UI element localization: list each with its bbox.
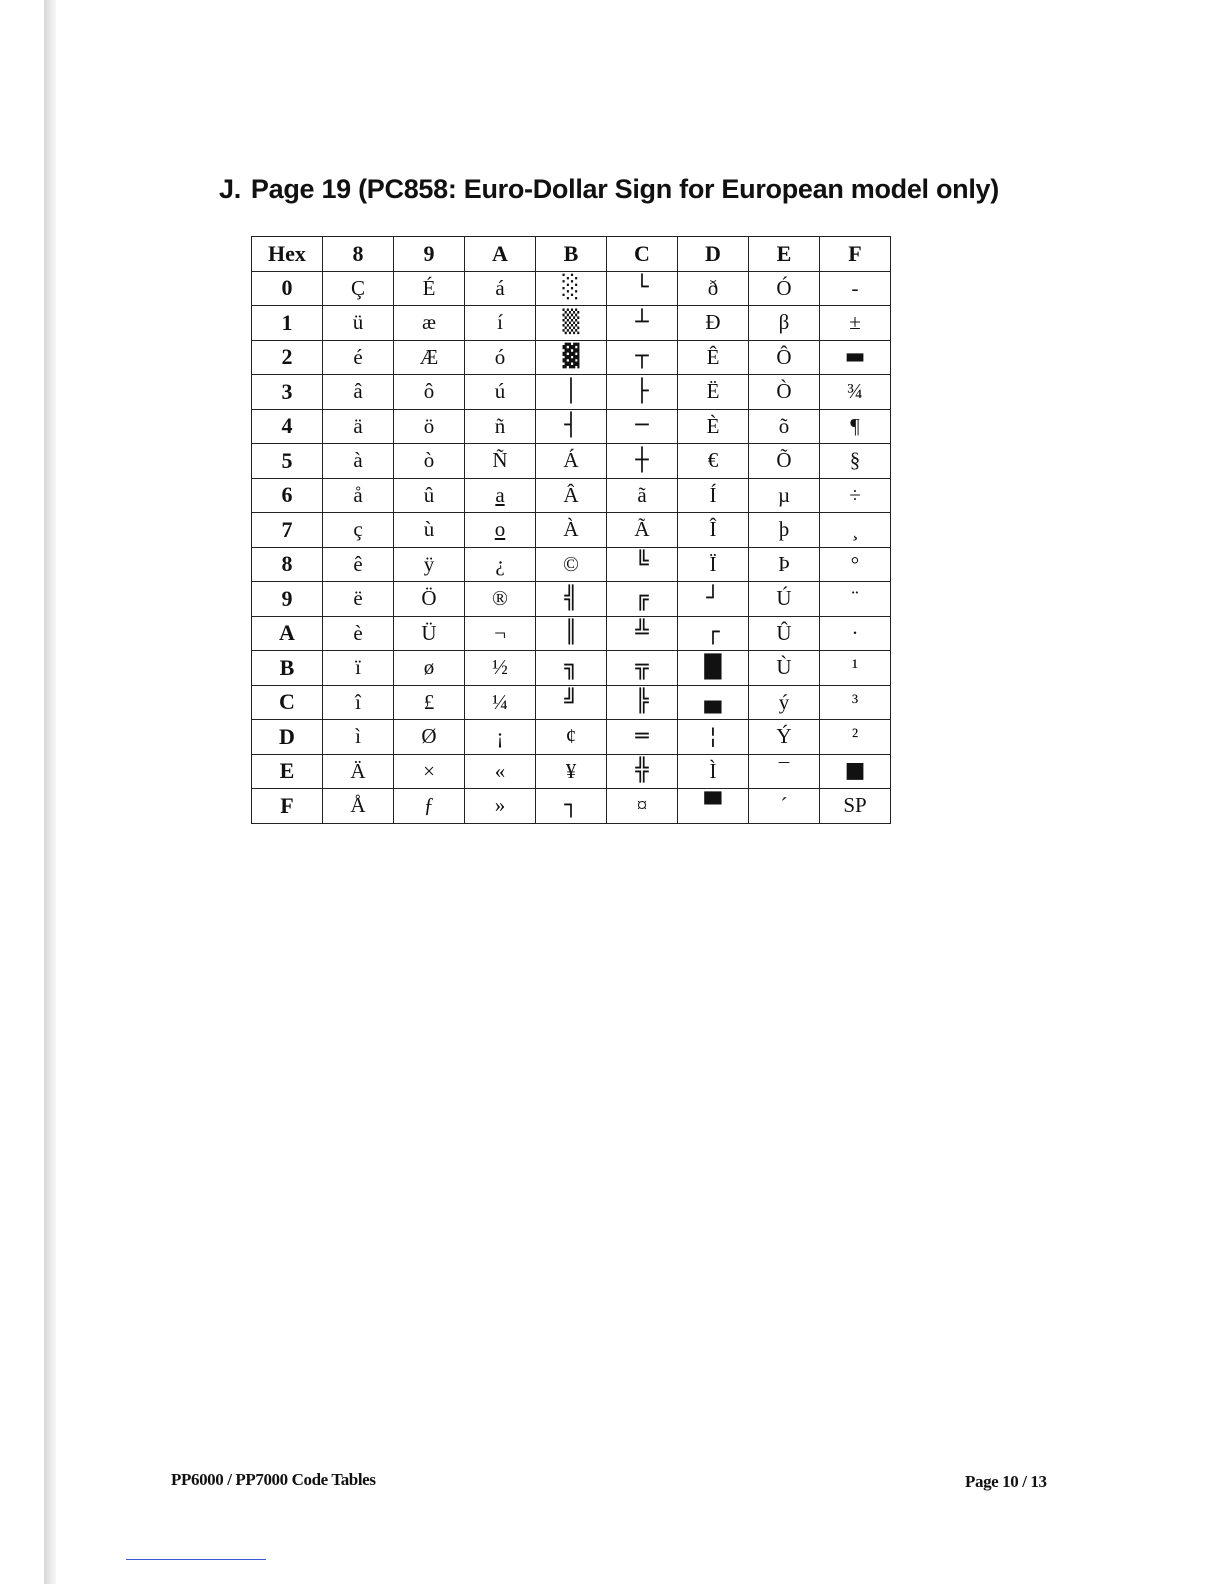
code-cell: å	[323, 478, 394, 513]
table-row	[252, 478, 891, 513]
code-cell: ╗	[536, 651, 607, 686]
code-cell: À	[536, 513, 607, 548]
column-header: D	[678, 237, 749, 272]
row-header: 9	[252, 582, 323, 617]
code-cell: ¿	[465, 547, 536, 582]
code-cell: ┼	[607, 444, 678, 479]
code-cell: ¶	[820, 409, 891, 444]
table-row	[252, 547, 891, 582]
row-header: 6	[252, 478, 323, 513]
code-cell: à	[323, 444, 394, 479]
code-cell: ³	[820, 685, 891, 720]
code-cell: ┴	[607, 306, 678, 341]
code-cell: ╔	[607, 582, 678, 617]
header-row	[252, 237, 891, 272]
row-header: 0	[252, 271, 323, 306]
code-cell: á	[465, 271, 536, 306]
code-cell: ¢	[536, 720, 607, 755]
table-row	[252, 271, 891, 306]
code-cell: ▬	[820, 340, 891, 375]
column-header: 9	[394, 237, 465, 272]
code-cell: Ð	[678, 306, 749, 341]
code-cell: Ú	[749, 582, 820, 617]
code-cell: ═	[607, 720, 678, 755]
code-cell: £	[394, 685, 465, 720]
code-cell: Ý	[749, 720, 820, 755]
code-cell: Ç	[323, 271, 394, 306]
code-cell: ╚	[607, 547, 678, 582]
row-header: 1	[252, 306, 323, 341]
code-cell: ¹	[820, 651, 891, 686]
code-cell: ╣	[536, 582, 607, 617]
code-cell: ■	[820, 754, 891, 789]
code-cell: Õ	[749, 444, 820, 479]
code-cell: ÿ	[394, 547, 465, 582]
code-cell: Þ	[749, 547, 820, 582]
code-cell: ÷	[820, 478, 891, 513]
code-cell: █	[678, 651, 749, 686]
code-cell: ½	[465, 651, 536, 686]
code-cell: ╦	[607, 651, 678, 686]
code-cell: Û	[749, 616, 820, 651]
code-cell: ç	[323, 513, 394, 548]
code-cell: ┌	[678, 616, 749, 651]
code-cell: ¯	[749, 754, 820, 789]
code-cell: ▄	[678, 685, 749, 720]
code-cell: a	[465, 478, 536, 513]
code-cell: ▒	[536, 306, 607, 341]
code-cell: SP	[820, 789, 891, 824]
code-cell: ±	[820, 306, 891, 341]
code-cell: È	[678, 409, 749, 444]
code-cell: Å	[323, 789, 394, 824]
table-row	[252, 754, 891, 789]
code-cell: Ö	[394, 582, 465, 617]
code-cell: ¦	[678, 720, 749, 755]
row-header: C	[252, 685, 323, 720]
table-row	[252, 582, 891, 617]
code-cell: ð	[678, 271, 749, 306]
row-header: E	[252, 754, 323, 789]
scan-edge-shadow	[44, 0, 56, 1584]
code-cell: Á	[536, 444, 607, 479]
code-cell: ¨	[820, 582, 891, 617]
code-cell: ▀	[678, 789, 749, 824]
code-cell: «	[465, 754, 536, 789]
section-letter: J.	[219, 174, 241, 204]
code-cell: o	[465, 513, 536, 548]
row-header: 7	[252, 513, 323, 548]
code-cell: ╩	[607, 616, 678, 651]
code-cell: ü	[323, 306, 394, 341]
code-cell: ¬	[465, 616, 536, 651]
row-header: A	[252, 616, 323, 651]
code-cell: ©	[536, 547, 607, 582]
section-heading	[219, 174, 1119, 205]
code-cell: ×	[394, 754, 465, 789]
code-cell: ╠	[607, 685, 678, 720]
code-cell: Ï	[678, 547, 749, 582]
code-cell: °	[820, 547, 891, 582]
code-cell: └	[607, 271, 678, 306]
code-cell: ░	[536, 271, 607, 306]
row-header: 5	[252, 444, 323, 479]
code-cell: É	[394, 271, 465, 306]
code-cell: │	[536, 375, 607, 410]
row-header: 2	[252, 340, 323, 375]
code-cell: Ê	[678, 340, 749, 375]
footer-page-number: Page 10 / 13	[965, 1472, 1047, 1491]
table-body	[252, 271, 891, 823]
corner-header: Hex	[252, 237, 323, 272]
code-table	[251, 236, 891, 824]
row-header: 8	[252, 547, 323, 582]
code-cell: ┬	[607, 340, 678, 375]
code-cell: ý	[749, 685, 820, 720]
code-cell: ¼	[465, 685, 536, 720]
column-header: B	[536, 237, 607, 272]
code-cell: Ì	[678, 754, 749, 789]
code-cell: ├	[607, 375, 678, 410]
code-cell: €	[678, 444, 749, 479]
code-cell: ¡	[465, 720, 536, 755]
code-cell: Ø	[394, 720, 465, 755]
code-cell: ┐	[536, 789, 607, 824]
table-row	[252, 789, 891, 824]
code-cell: õ	[749, 409, 820, 444]
table-row	[252, 409, 891, 444]
code-cell: ®	[465, 582, 536, 617]
code-cell: »	[465, 789, 536, 824]
code-cell: Ñ	[465, 444, 536, 479]
code-cell: ¥	[536, 754, 607, 789]
table-row	[252, 375, 891, 410]
code-cell: Î	[678, 513, 749, 548]
code-cell: ╬	[607, 754, 678, 789]
code-cell: ó	[465, 340, 536, 375]
table-row	[252, 340, 891, 375]
table-row	[252, 720, 891, 755]
code-cell: β	[749, 306, 820, 341]
code-cell: í	[465, 306, 536, 341]
code-cell: ò	[394, 444, 465, 479]
code-cell: Ò	[749, 375, 820, 410]
column-header: C	[607, 237, 678, 272]
code-cell: ë	[323, 582, 394, 617]
code-cell: Ä	[323, 754, 394, 789]
code-cell: ñ	[465, 409, 536, 444]
row-header: 3	[252, 375, 323, 410]
code-cell: -	[820, 271, 891, 306]
code-cell: ▓	[536, 340, 607, 375]
section-title: Page 19 (PC858: Euro-Dollar Sign for European model only)	[250, 174, 999, 204]
code-cell: Ô	[749, 340, 820, 375]
code-cell: é	[323, 340, 394, 375]
code-cell: ù	[394, 513, 465, 548]
table-row	[252, 651, 891, 686]
table-row	[252, 306, 891, 341]
code-cell: ä	[323, 409, 394, 444]
code-cell: Ù	[749, 651, 820, 686]
code-cell: ¤	[607, 789, 678, 824]
code-cell: ï	[323, 651, 394, 686]
code-cell: ╝	[536, 685, 607, 720]
code-cell: ┤	[536, 409, 607, 444]
code-cell: â	[323, 375, 394, 410]
code-cell: Í	[678, 478, 749, 513]
scan-underline-mark	[126, 1559, 266, 1560]
code-cell: ´	[749, 789, 820, 824]
code-cell: ║	[536, 616, 607, 651]
code-cell: Ü	[394, 616, 465, 651]
column-header: A	[465, 237, 536, 272]
footer-document-title: PP6000 / PP7000 Code Tables	[171, 1470, 376, 1489]
code-cell: î	[323, 685, 394, 720]
code-cell: ·	[820, 616, 891, 651]
code-cell: ã	[607, 478, 678, 513]
code-cell: Ë	[678, 375, 749, 410]
row-header: 4	[252, 409, 323, 444]
code-cell: ê	[323, 547, 394, 582]
code-cell: ì	[323, 720, 394, 755]
table-row	[252, 685, 891, 720]
code-cell: ┘	[678, 582, 749, 617]
code-cell: µ	[749, 478, 820, 513]
code-cell: ø	[394, 651, 465, 686]
code-cell: ¸	[820, 513, 891, 548]
code-cell: Â	[536, 478, 607, 513]
row-header: D	[252, 720, 323, 755]
code-cell: §	[820, 444, 891, 479]
row-header: F	[252, 789, 323, 824]
code-cell: ö	[394, 409, 465, 444]
row-header: B	[252, 651, 323, 686]
code-cell: Æ	[394, 340, 465, 375]
column-header: E	[749, 237, 820, 272]
code-cell: ô	[394, 375, 465, 410]
table-row	[252, 513, 891, 548]
code-cell: ─	[607, 409, 678, 444]
table-row	[252, 444, 891, 479]
table-row	[252, 616, 891, 651]
code-cell: þ	[749, 513, 820, 548]
code-cell: æ	[394, 306, 465, 341]
code-cell: Ó	[749, 271, 820, 306]
column-header: F	[820, 237, 891, 272]
code-cell: ƒ	[394, 789, 465, 824]
code-cell: ²	[820, 720, 891, 755]
code-cell: ¾	[820, 375, 891, 410]
code-cell: Ã	[607, 513, 678, 548]
code-cell: û	[394, 478, 465, 513]
code-cell: ú	[465, 375, 536, 410]
code-cell: è	[323, 616, 394, 651]
column-header: 8	[323, 237, 394, 272]
